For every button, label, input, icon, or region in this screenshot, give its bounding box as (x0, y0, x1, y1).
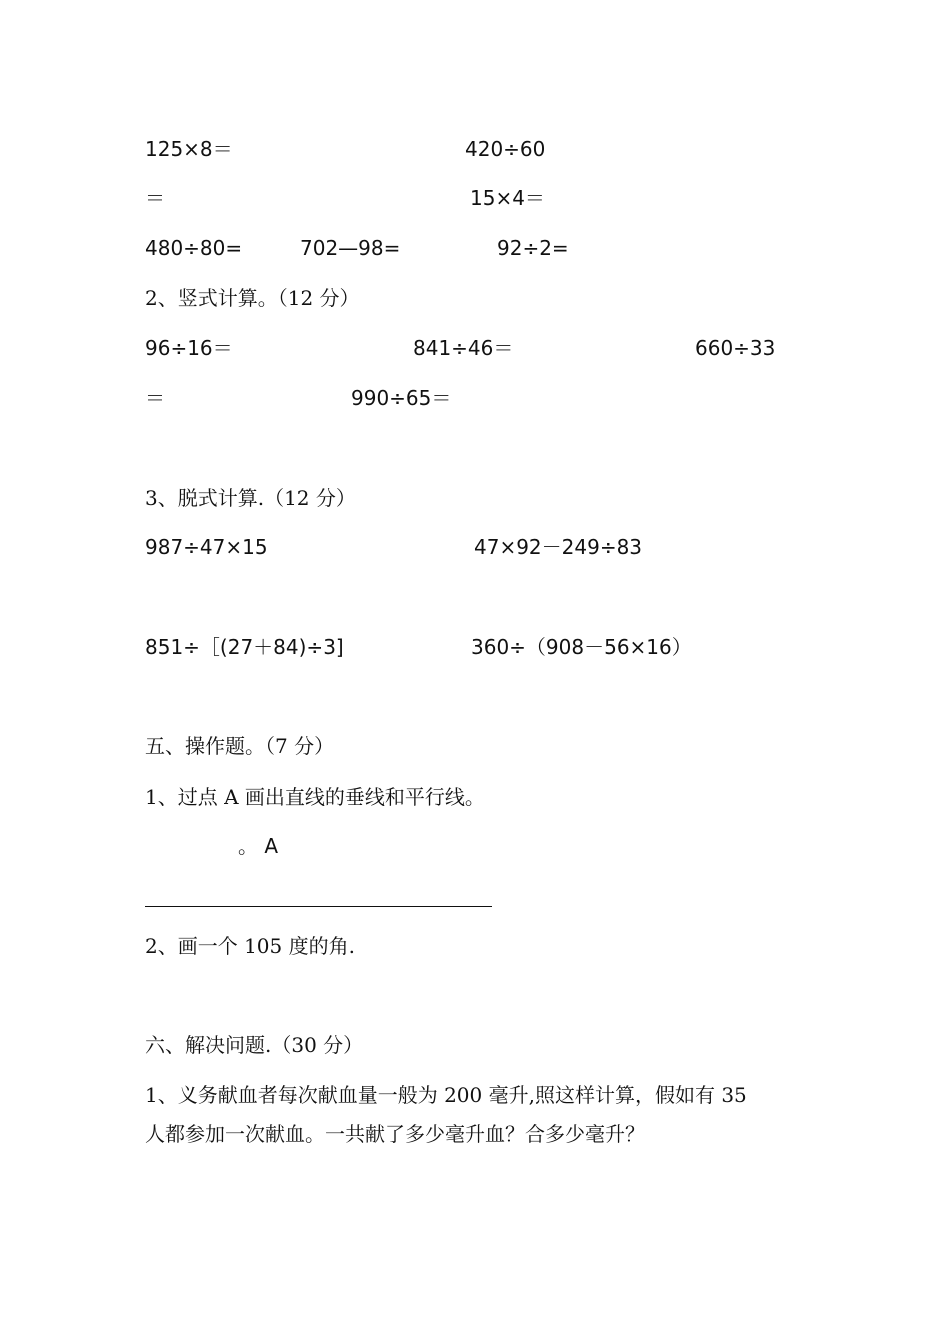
question-blood-donation-line2: 人都参加一次献血。一共献了多少毫升血？合多少毫升？ (145, 1122, 645, 1146)
heading-operation-section: 五、操作题。（7 分） (145, 734, 335, 758)
heading-problem-solving: 六、解决问题.（30 分） (145, 1033, 364, 1057)
heading-vertical-calculation: 2、竖式计算。（12 分） (145, 286, 360, 310)
problem-equals-continuation: ＝ (145, 186, 165, 210)
question-perpendicular-parallel: 1、过点 A 画出直线的垂线和平行线。 (145, 785, 485, 809)
problem-990div65: 990÷65＝ (351, 386, 452, 410)
straight-line (145, 906, 492, 907)
question-draw-angle: 2、画一个 105 度的角. (145, 934, 355, 958)
problem-851div-bracket: 851÷［(27＋84)÷3] (145, 635, 344, 659)
problem-480div80: 480÷80= (145, 236, 243, 260)
problem-92div2: 92÷2= (497, 236, 569, 260)
problem-47x92minus249div83: 47×92－249÷83 (474, 535, 643, 559)
problem-equals-continuation-2: ＝ (145, 386, 165, 410)
problem-660div33: 660÷33 (695, 336, 776, 360)
problem-987div47x15: 987÷47×15 (145, 535, 268, 559)
problem-15x4: 15×4＝ (470, 186, 545, 210)
problem-360div-paren: 360÷（908－56×16） (471, 635, 692, 659)
point-a-label: 。 A (238, 834, 279, 858)
problem-702minus98: 702—98= (300, 236, 401, 260)
problem-96div16: 96÷16＝ (145, 336, 233, 360)
problem-420div60: 420÷60 (465, 137, 546, 161)
problem-125x8: 125×8＝ (145, 137, 233, 161)
heading-stepwise-calculation: 3、脱式计算.（12 分） (145, 486, 356, 510)
question-blood-donation-line1: 1、义务献血者每次献血量一般为 200 毫升,照这样计算，假如有 35 (145, 1083, 747, 1107)
problem-841div46: 841÷46＝ (413, 336, 514, 360)
